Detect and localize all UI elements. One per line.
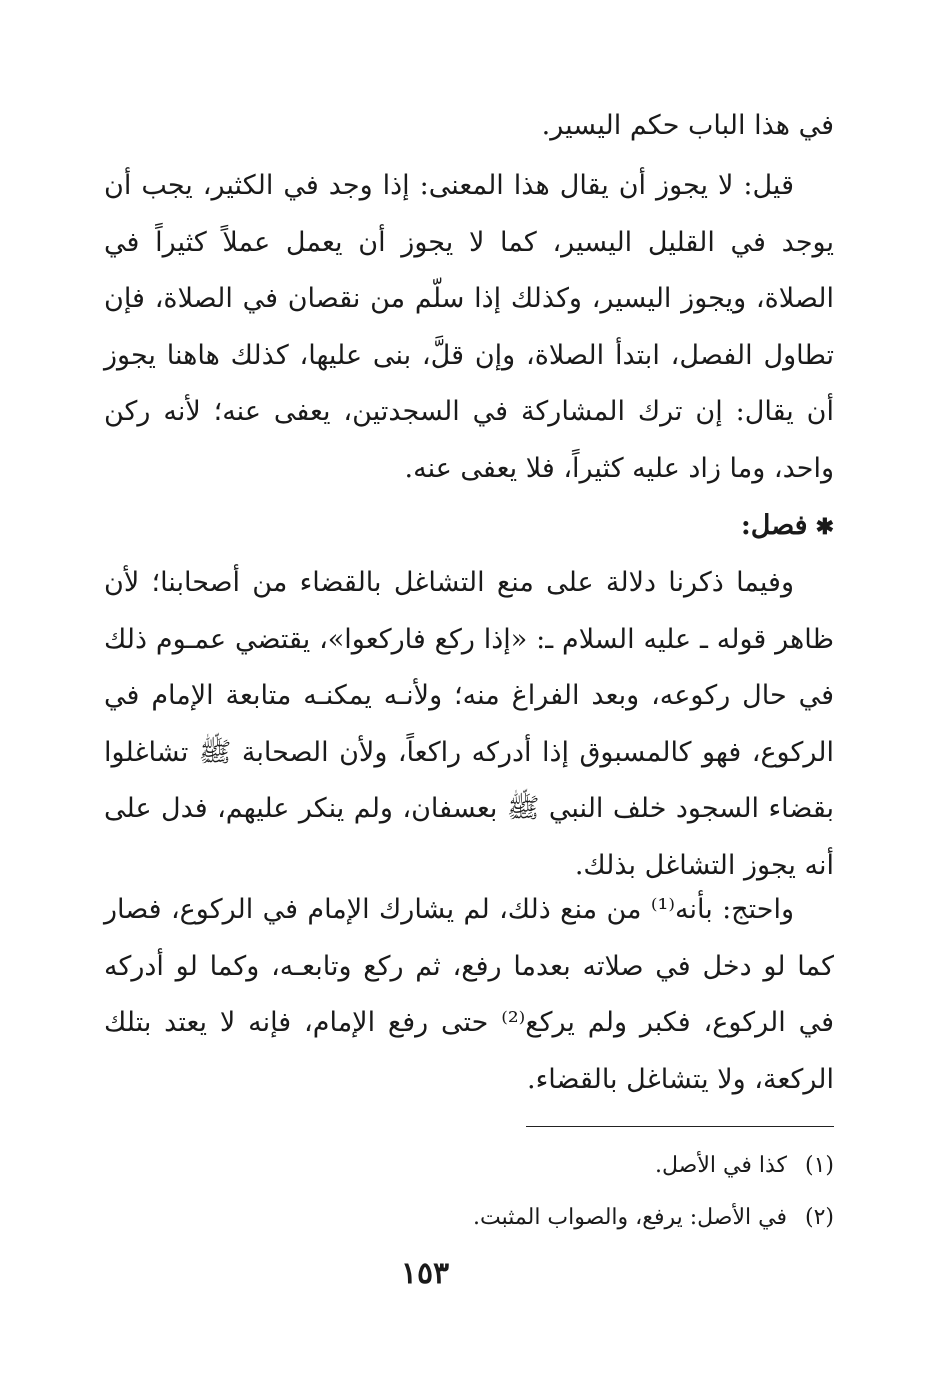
footnote-2 [104,1192,834,1244]
paragraph-3 [104,555,834,894]
paragraph-4 [104,882,834,1108]
page-number: ١٥٣ [400,1256,450,1291]
section-heading [104,498,834,556]
paragraph-1 [104,98,834,155]
section-title: فصل: [740,510,808,541]
footnote-divider [526,1126,834,1127]
paragraph-4-text: واحتج: بأنه⁽¹⁾ من منع ذلك، لم يشارك الإمام في الركوع، فصار كما لو دخل في صلاته بعدما رفع، ثم ركع وتابعـه، وكما لو أدركه في الركوع، فكبر ولم يركع⁽²⁾ حتى رفع الإمام، فإنه لا يعتد بتلك الركعة، ولا يتشاغل بالقضاء. [104,894,835,1095]
footnotes [104,1140,834,1244]
paragraph-3-text: وفيما ذكرنا دلالة على منع التشاغل بالقضاء من أصحابنا؛ لأن ظاهر قوله ـ عليه السلام ـ: «إذا ركع فاركعوا»، يقتضي عمـوم ذلك في حال ركوعه، وبعد الفراغ منه؛ ولأنـه يمكنـه متابعة الإمام في الركوع، فهو كالمسبوق إذا أدركه راكعاً، ولأن الصحابة ﷺ تشاغلوا بقضاء السجود خلف النبي ﷺ بعسفان، ولم ينكر عليهم، فدل على أنه يجوز التشاغل بذلك. [104,567,834,881]
footnote-number: (٢) [804,1205,834,1230]
star-icon: ✱ [815,514,834,540]
footnote-text: كذا في الأصل. [655,1153,787,1178]
footnote-text: في الأصل: يرفع، والصواب المثبت. [473,1205,787,1230]
paragraph-2-text: قيل: لا يجوز أن يقال هذا المعنى: إذا وجد في الكثير، يجب أن يوجد في القليل اليسير، كما لا يجوز أن يعمل عملاً كثيراً في الصلاة، ويجوز اليسير، وكذلك إذا سلّم من نقصان في الصلاة، فإن تطاول الفصل، ابتدأ الصلاة، وإن قلَّ، بنى عليها، كذلك هاهنا يجوز أن يقال: إن ترك المشاركة في السجدتين، يعفى عنه؛ لأنه ركن واحد، وما زاد عليه كثيراً، فلا يعفى عنه. [104,170,834,484]
paragraph-1-text: في هذا الباب حكم اليسير. [541,110,834,141]
footnote-1 [104,1140,834,1192]
paragraph-2 [104,158,834,497]
footnote-number: (١) [804,1153,834,1178]
